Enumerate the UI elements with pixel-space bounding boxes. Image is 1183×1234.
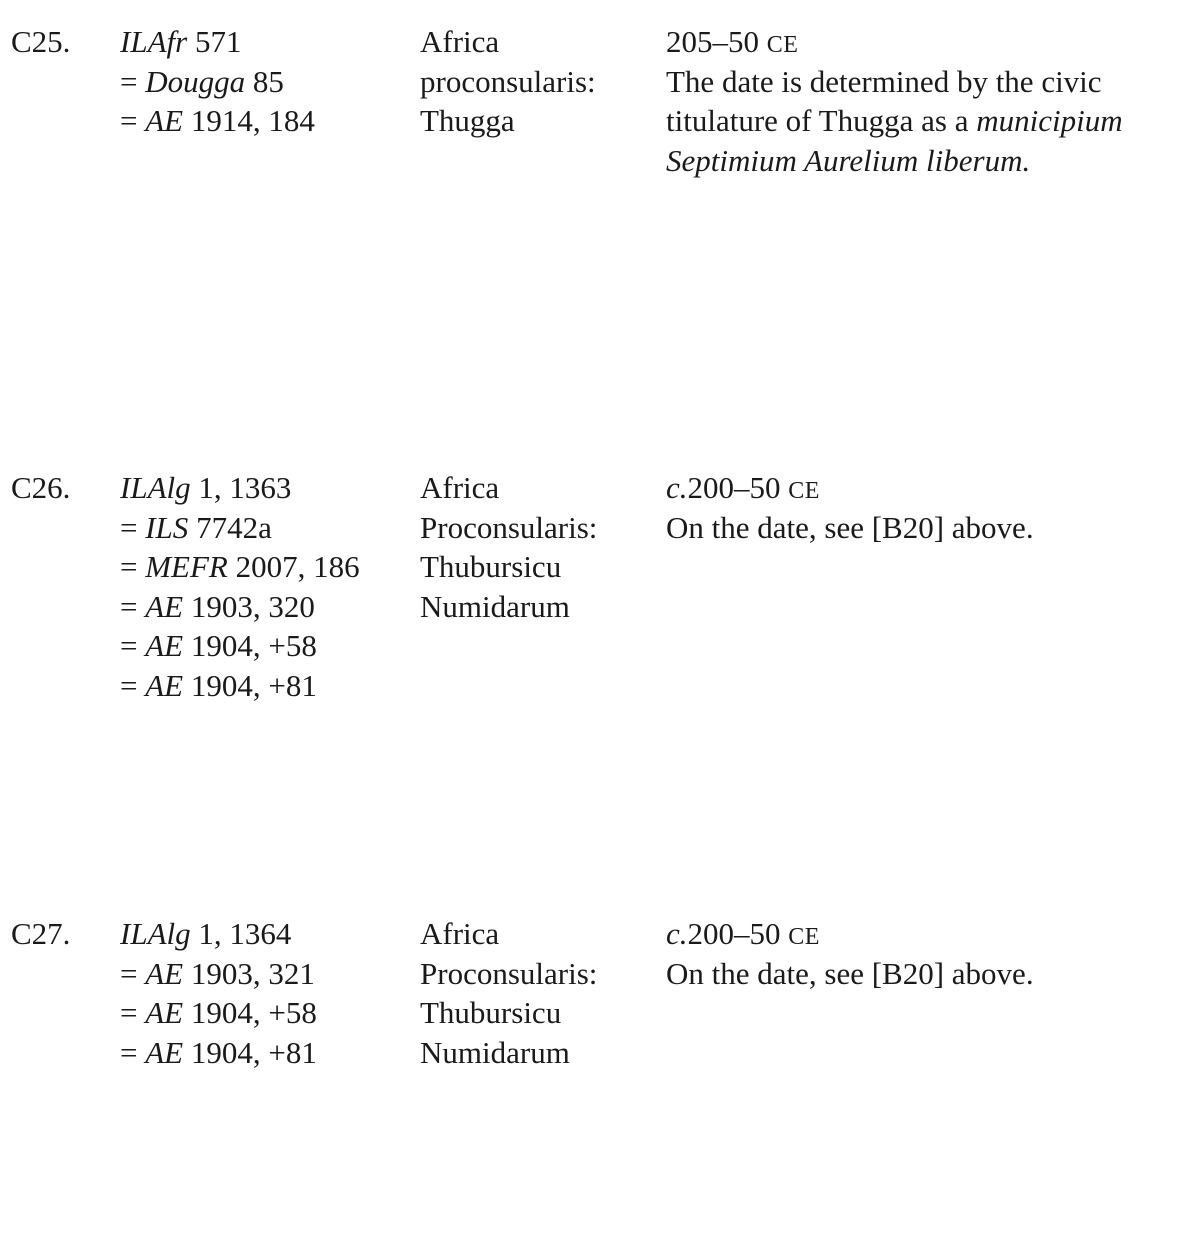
- date-line: 205–50 CE: [666, 24, 799, 59]
- place-of-find: [420, 914, 597, 1072]
- reference-line: = AE 1903, 320: [120, 588, 315, 624]
- reference-list: [120, 22, 315, 141]
- place-line: Numidarum: [420, 588, 570, 624]
- reference-line: = AE 1903, 321: [120, 955, 315, 991]
- entry-number: C27.: [11, 916, 71, 951]
- reference-line: ILAfr 571: [120, 24, 242, 59]
- reference-line: ILAlg 1, 1363: [120, 470, 292, 505]
- note-line: On the date, see [B20] above.: [666, 509, 1034, 545]
- date-and-note: [666, 22, 1176, 180]
- place-line: Thubursicu: [420, 549, 562, 584]
- place-line: proconsularis:: [420, 63, 596, 99]
- place-line: Proconsularis:: [420, 955, 598, 991]
- entry-number: C26.: [11, 470, 71, 505]
- reference-list: [120, 914, 317, 1072]
- date-line: c.200–50 CE: [666, 470, 820, 505]
- reference-line: = MEFR 2007, 186: [120, 549, 360, 584]
- place-line: Proconsularis:: [420, 509, 598, 545]
- place-line: Africa: [420, 470, 500, 505]
- note-line: Septimium Aurelium liberum.: [666, 142, 1031, 178]
- place-line: Africa: [420, 24, 500, 59]
- reference-line: = AE 1904, +58: [120, 628, 317, 663]
- reference-line: = AE 1904, +58: [120, 995, 317, 1030]
- note-line: The date is determined by the civic: [666, 63, 1102, 99]
- note-line: titulature of Thugga as a municipium: [666, 103, 1123, 138]
- date-and-note: [666, 468, 1176, 547]
- place-of-find: [420, 468, 597, 626]
- reference-line: ILAlg 1, 1364: [120, 916, 292, 951]
- date-line: c.200–50 CE: [666, 916, 820, 951]
- place-line: Africa: [420, 916, 500, 951]
- date-and-note: [666, 914, 1176, 993]
- reference-line: = ILS 7742a: [120, 509, 272, 545]
- place-line: Thugga: [420, 103, 515, 138]
- reference-list: [120, 468, 360, 705]
- place-line: Numidarum: [420, 1034, 570, 1070]
- entry-number: C25.: [11, 24, 71, 59]
- reference-line: = AE 1904, +81: [120, 667, 317, 703]
- reference-line: = AE 1914, 184: [120, 103, 315, 138]
- reference-line: = AE 1904, +81: [120, 1034, 317, 1070]
- place-of-find: [420, 22, 596, 141]
- place-line: Thubursicu: [420, 995, 562, 1030]
- note-line: On the date, see [B20] above.: [666, 955, 1034, 991]
- reference-line: = Dougga 85: [120, 63, 284, 99]
